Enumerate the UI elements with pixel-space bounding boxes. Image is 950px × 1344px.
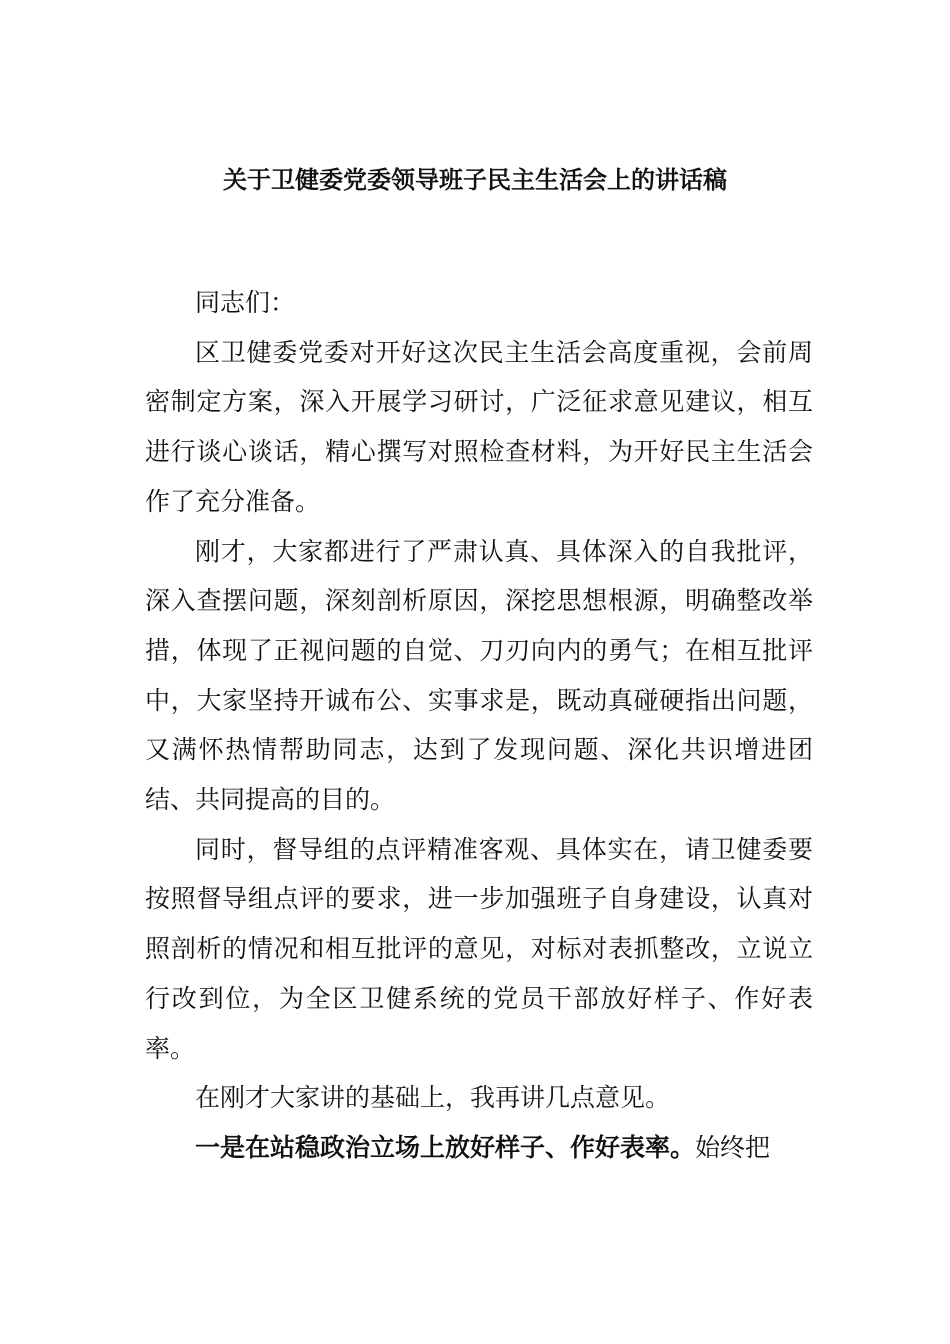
paragraph-3: 同时，督导组的点评精准客观、具体实在，请卫健委要按照督导组点评的要求，进一步加强班子自身建设，认真对照剖析的情况和相互批评的意见，对标对表抓整改，立说立行改到位，为全区卫健系统的党员干部放好样子、作好表率。 <box>145 834 813 1063</box>
paragraph-2: 刚才，大家都进行了严肃认真、具体深入的自我批评，深入查摆问题，深刻剖析原因，深挖思想根源，明确整改举措，体现了正视问题的自觉、刀刃向内的勇气；在相互批评中，大家坚持开诚布公、实事求是，既动真碰硬指出问题，又满怀热情帮助同志，达到了发现问题、深化共识增进团结、共同提高的目的。 <box>145 536 813 815</box>
document-body <box>145 278 813 1173</box>
document-title: 关于卫健委党委领导班子民主生活会上的讲话稿 <box>223 166 727 194</box>
paragraph-5-text: 始终把 <box>695 1132 771 1162</box>
paragraph-4: 在刚才大家讲的基础上，我再讲几点意见。 <box>195 1083 671 1113</box>
paragraph-5-bold-lead: 一是在站稳政治立场上放好样子、作好表率。 <box>195 1132 696 1162</box>
salutation: 同志们： <box>195 288 296 317</box>
paragraph-1: 区卫健委党委对开好这次民主生活会高度重视，会前周密制定方案，深入开展学习研讨，广泛征求意见建议，相互进行谈心谈话，精心撰写对照检查材料，为开好民主生活会作了充分准备。 <box>145 337 813 516</box>
paragraph-5 <box>145 1123 813 1173</box>
